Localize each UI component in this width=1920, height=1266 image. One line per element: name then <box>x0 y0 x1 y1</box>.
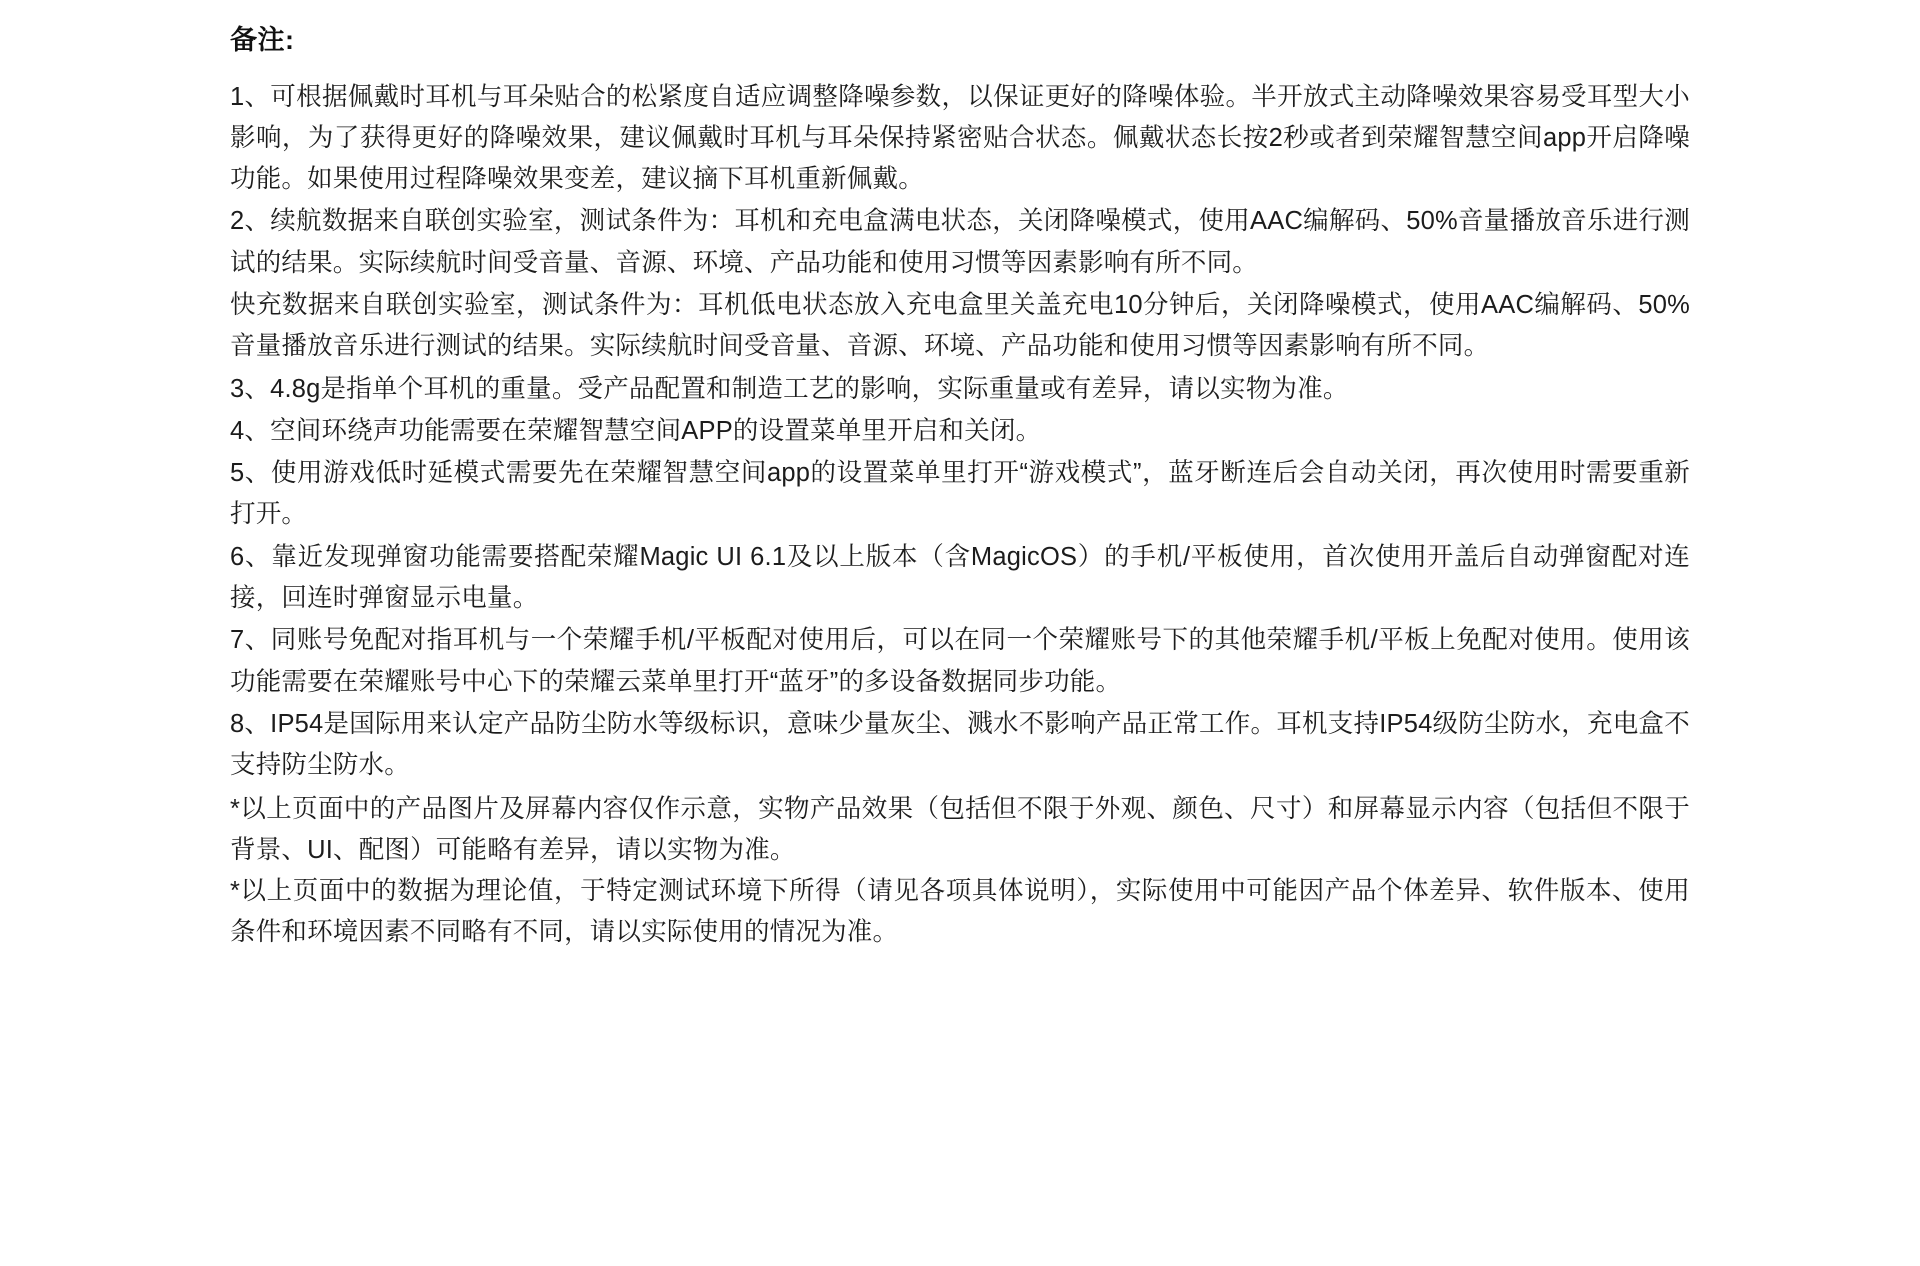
note-item: 6、靠近发现弹窗功能需要搭配荣耀Magic UI 6.1及以上版本（含MagicOS）的手机/平板使用，首次使用开盖后自动弹窗配对连接，回连时弹窗显示电量。 <box>230 542 1690 613</box>
footnotes-list <box>230 789 1690 954</box>
note-item: 8、IP54是国际用来认定产品防尘防水等级标识，意味少量灰尘、溅水不影响产品正常工作。耳机支持IP54级防尘防水，充电盒不支持防尘防水。 <box>230 709 1690 780</box>
note-item: 4、空间环绕声功能需要在荣耀智慧空间APP的设置菜单里开启和关闭。 <box>230 416 1042 445</box>
note-item: 2、续航数据来自联创实验室，测试条件为：耳机和充电盒满电状态，关闭降噪模式，使用AAC编解码、50%音量播放音乐进行测试的结果。实际续航时间受音量、音源、环境、产品功能和使用习惯等因素影响有所不同。 <box>230 207 1690 277</box>
notes-list <box>230 77 1690 787</box>
footnote-item: *以上页面中的产品图片及屏幕内容仅作示意，实物产品效果（包括但不限于外观、颜色、尺寸）和屏幕显示内容（包括但不限于背景、UI、配图）可能略有差异，请以实物为准。 <box>230 794 1690 864</box>
note-item: 1、可根据佩戴时耳机与耳朵贴合的松紧度自适应调整降噪参数，以保证更好的降噪体验。半开放式主动降噪效果容易受耳型大小影响，为了获得更好的降噪效果，建议佩戴时耳机与耳朵保持紧密贴合状态。佩戴状态长按2秒或者到荣耀智慧空间app开启降噪功能。如果使用过程降噪效果变差，建议摘下耳机重新佩戴。 <box>230 82 1690 194</box>
note-item: 7、同账号免配对指耳机与一个荣耀手机/平板配对使用后，可以在同一个荣耀账号下的其他荣耀手机/平板上免配对使用。使用该功能需要在荣耀账号中心下的荣耀云菜单里打开“蓝牙”的多设备数据同步功能。 <box>230 626 1690 696</box>
note-item: 3、4.8g是指单个耳机的重量。受产品配置和制造工艺的影响，实际重量或有差异，请以实物为准。 <box>230 374 1349 403</box>
footnote-item: *以上页面中的数据为理论值，于特定测试环境下所得（请见各项具体说明），实际使用中可能因产品个体差异、软件版本、使用条件和环境因素不同略有不同，请以实际使用的情况为准。 <box>230 877 1690 947</box>
note-item: 5、使用游戏低时延模式需要先在荣耀智慧空间app的设置菜单里打开“游戏模式”，蓝牙断连后会自动关闭，再次使用时需要重新打开。 <box>230 459 1690 529</box>
page-title: 备注: <box>230 25 295 55</box>
note-item: 快充数据来自联创实验室，测试条件为：耳机低电状态放入充电盒里关盖充电10分钟后，关闭降噪模式，使用AAC编解码、50%音量播放音乐进行测试的结果。实际续航时间受音量、音源、环境、产品功能和使用习惯等因素影响有所不同。 <box>230 290 1690 361</box>
